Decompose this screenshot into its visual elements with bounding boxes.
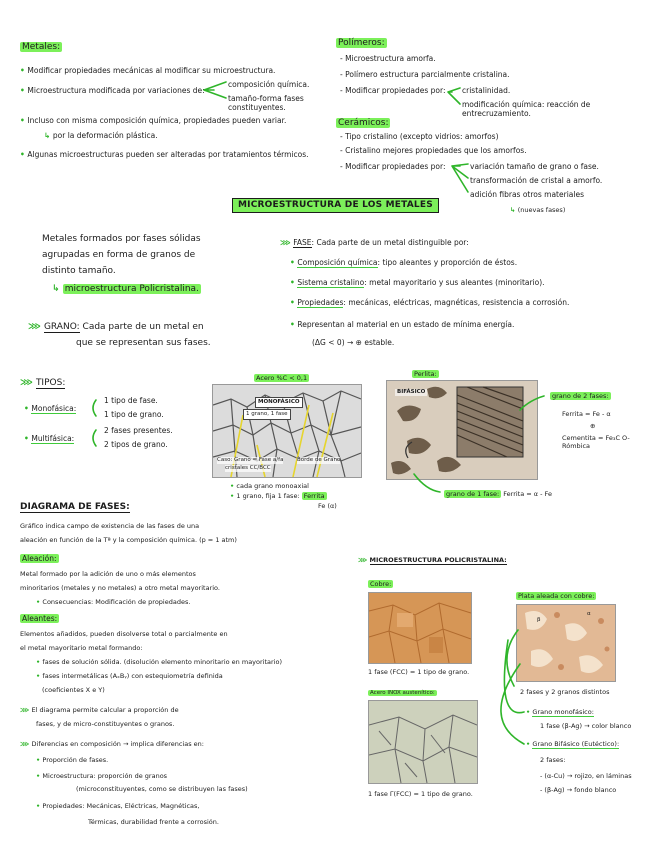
polimeros-line-3a: cristalinidad. — [462, 86, 511, 95]
silver-copper-pattern — [517, 605, 615, 681]
diferencias-1: • Proporción de fases. — [36, 756, 109, 764]
intro-line-2: agrupadas en forma de granos de — [42, 250, 196, 260]
acero-caption: Acero %C < 0,1 — [256, 374, 308, 382]
perlita-plus: ⊕ — [590, 422, 596, 430]
acero-note-1: • cada grano monoaxial — [230, 482, 309, 490]
ceramicos-heading: Cerámicos: — [338, 118, 389, 128]
plata-p3: • Grano Bifásico (Eutéctico): — [526, 740, 620, 748]
fase-bullet-1: • Composición química: tipo aleantes y proporción de éstos. — [290, 258, 517, 267]
plata-p2: • Grano monofásico: — [526, 708, 594, 716]
metales-line-2b: tamaño-forma fases constituyentes. — [228, 94, 304, 113]
perlita-cementita: Cementita = Fe₃C O-Rómbica — [562, 434, 630, 451]
aleacion-heading: Aleación: — [22, 554, 57, 563]
metales-line-3a: ↳ por la deformación plástica. — [44, 131, 158, 140]
metales-line-1: • Modificar propiedades mecánicas al modificar su microestructura. — [20, 66, 275, 75]
plata-p3c: - (α-Cu) → rojizo, en láminas — [540, 772, 632, 780]
tipos-heading: ⋙ TIPOS: — [20, 378, 66, 388]
diagrama-line-1: Gráfico indica campo de existencia de las fases de una — [20, 522, 200, 530]
plata-beta-label: β — [537, 617, 541, 623]
polimeros-line-2: - Polímero estructura parcialmente cristalina. — [340, 70, 510, 79]
intro-line-3: distinto tamaño. — [42, 266, 116, 276]
plata-alpha-label: α — [587, 611, 591, 617]
metales-line-2a: composición química. — [228, 80, 310, 89]
acero-inner-sub: 1 grano, 1 fase — [243, 409, 291, 420]
diferencias-3b: Térmicas, durabilidad frente a corrosión. — [88, 818, 219, 826]
diferencias-3: • Propiedades: Mecánicas, Eléctricas, Magnéticas, — [36, 802, 200, 810]
tipos-multi: • Multifásica: — [24, 434, 75, 443]
ceramicos-line-3b: transformación de cristal a amorfo. — [470, 176, 603, 185]
aleantes-line-2: el metal mayoritario metal formando: — [20, 644, 143, 652]
intro-line-4: ↳ microestructura Policristalina. — [52, 284, 199, 294]
metales-line-2: • Microestructura modificada por variaciones de: — [20, 86, 205, 95]
plata-micrograph — [516, 604, 616, 682]
plata-p3d: - (β-Ag) → fondo blanco — [540, 786, 617, 794]
acero-inox-label: Acero INOX austenítico: — [370, 690, 435, 696]
grano-definition-2: que se representan sus fases. — [76, 338, 211, 348]
grano-definition: ⋙ GRANO: Cada parte de un metal en — [28, 322, 204, 332]
ceramicos-line-3: - Modificar propiedades por: — [340, 162, 446, 171]
metales-line-3: • Incluso con misma composición química, propiedades pueden variar. — [20, 116, 286, 125]
metales-heading: Metales: — [22, 42, 61, 52]
tipos-mono-1: 1 tipo de fase. — [104, 396, 158, 405]
polimeros-line-1: - Microestructura amorfa. — [340, 54, 436, 63]
micro-heading: ⋙ MICROESTRUCTURA POLICRISTALINA: — [358, 556, 507, 564]
perlita-inner-label: BIFÁSICO — [397, 389, 426, 395]
ceramicos-line-3a: variación tamaño de grano o fase. — [470, 162, 599, 171]
acero-note-3: Fe (α) — [318, 502, 337, 510]
plata-p2b: 1 fase (β-Ag) → color blanco — [540, 722, 632, 730]
diagrama-heading: DIAGRAMA DE FASES: — [20, 502, 130, 512]
ceramicos-line-3d: ↳ (nuevas fases) — [510, 206, 566, 214]
diferencias-line: ⋙ Diferencias en composición → implica diferencias en: — [20, 740, 204, 748]
polimeros-heading: Polímeros: — [338, 38, 385, 48]
fase-definition: ⋙ FASE: Cada parte de un metal distinguible por: — [280, 238, 469, 247]
ceramicos-line-3c: adición fibras otros materiales — [470, 190, 584, 199]
aleantes-line-1: Elementos añadidos, pueden disolverse total o parcialmente en — [20, 630, 228, 638]
copper-grains — [369, 593, 471, 663]
fase-bullet-2: • Sistema cristalino: metal mayoritario y sus aleantes (minoritario). — [290, 278, 545, 287]
diferencias-2: • Microestructura: proporción de granos — [36, 772, 168, 780]
intro-line-1: Metales formados por fases sólidas — [42, 234, 201, 244]
polimeros-line-3b: modificación química: reacción de entrecruzamiento. — [462, 100, 591, 119]
plata-p1: 2 fases y 2 granos distintos — [520, 688, 610, 696]
diagrama-permite-2: fases, y de micro-constituyentes o granos. — [36, 720, 175, 728]
metales-line-4: • Algunas microestructuras pueden ser alteradas por tratamientos térmicos. — [20, 150, 309, 159]
plata-label: Plata aleada con cobre: — [518, 592, 595, 600]
acero-legend-1: Caso: Grano = Fase a/fa — [217, 457, 284, 463]
ceramicos-line-2: - Cristalino mejores propiedades que los amorfos. — [340, 146, 527, 155]
aleantes-heading: Aleantes: — [22, 614, 58, 623]
diagrama-line-2: aleación en función de la Tª y la composición química. (p = 1 atm) — [20, 536, 237, 544]
acero-legend-3: Borde de Grano — [297, 457, 341, 463]
aleacion-line-2: minoritarios (metales y no metales) a otro metal mayoritario. — [20, 584, 220, 592]
acero-note-2: • 1 grano, fija 1 fase: Ferrita — [230, 492, 325, 500]
tipos-mono-2: 1 tipo de grano. — [104, 410, 164, 419]
diagrama-permite-1: ⋙ El diagrama permite calcular a proporción de — [20, 706, 179, 714]
cobre-caption: 1 fase (FCC) = 1 tipo de grano. — [368, 668, 470, 676]
acero-legend-2: cristales CC/BCC — [225, 465, 271, 471]
tipos-multi-2: 2 tipos de grano. — [104, 440, 168, 449]
cobre-label: Cobre: — [370, 580, 392, 588]
perlita-caption: Perlita: — [414, 370, 437, 378]
aleantes-line-5: (coeficientes X e Y) — [42, 686, 105, 694]
polimeros-line-3: - Modificar propiedades por: — [340, 86, 446, 95]
cobre-micrograph — [368, 592, 472, 664]
ceramicos-line-1: - Tipo cristalino (excepto vidrios: amorfos) — [340, 132, 499, 141]
aleacion-line-3: • Consecuencias: Modificación de propiedades. — [36, 598, 191, 606]
aleantes-line-4: • fases intermetálicas (AₓBᵧ) con estequiometría definida — [36, 672, 223, 680]
tipos-mono: • Monofásica: — [24, 404, 77, 413]
acero-inner-label: MONOFÁSICO — [255, 397, 303, 408]
diferencias-2b: (microconstituyentes, como se distribuyen las fases) — [76, 785, 248, 793]
acero-inox-micrograph — [368, 700, 478, 784]
aleantes-line-3: • fases de solución sólida. (disolución elemento minoritario en mayoritario) — [36, 658, 283, 666]
acero-inox-caption: 1 fase Γ(FCC) = 1 tipo de grano. — [368, 790, 473, 798]
fase-bullet-4b: (ΔG < 0) → ⊕ estable. — [312, 338, 395, 347]
acero-micrograph — [212, 384, 362, 478]
perlita-ferrita: Ferrita = Fe - α — [562, 410, 611, 418]
fase-bullet-3: • Propiedades: mecánicas, eléctricas, magnéticas, resistencia a corrosión. — [290, 298, 569, 307]
aleacion-line-1: Metal formado por la adición de uno o más elementos — [20, 570, 196, 578]
plata-p3b: 2 fases: — [540, 756, 566, 764]
austenite-grains — [369, 701, 477, 783]
page-title: MICROESTRUCTURA DE LOS METALES — [232, 198, 439, 213]
tipos-multi-1: 2 fases presentes. — [104, 426, 173, 435]
fase-bullet-4: • Representan al material en un estado de mínima energía. — [290, 320, 514, 329]
perlita-g2: grano de 2 fases: — [552, 392, 609, 400]
perlita-g1: grano de 1 fase: Ferrita = α - Fe — [446, 490, 552, 498]
perlita-micrograph — [386, 380, 538, 480]
